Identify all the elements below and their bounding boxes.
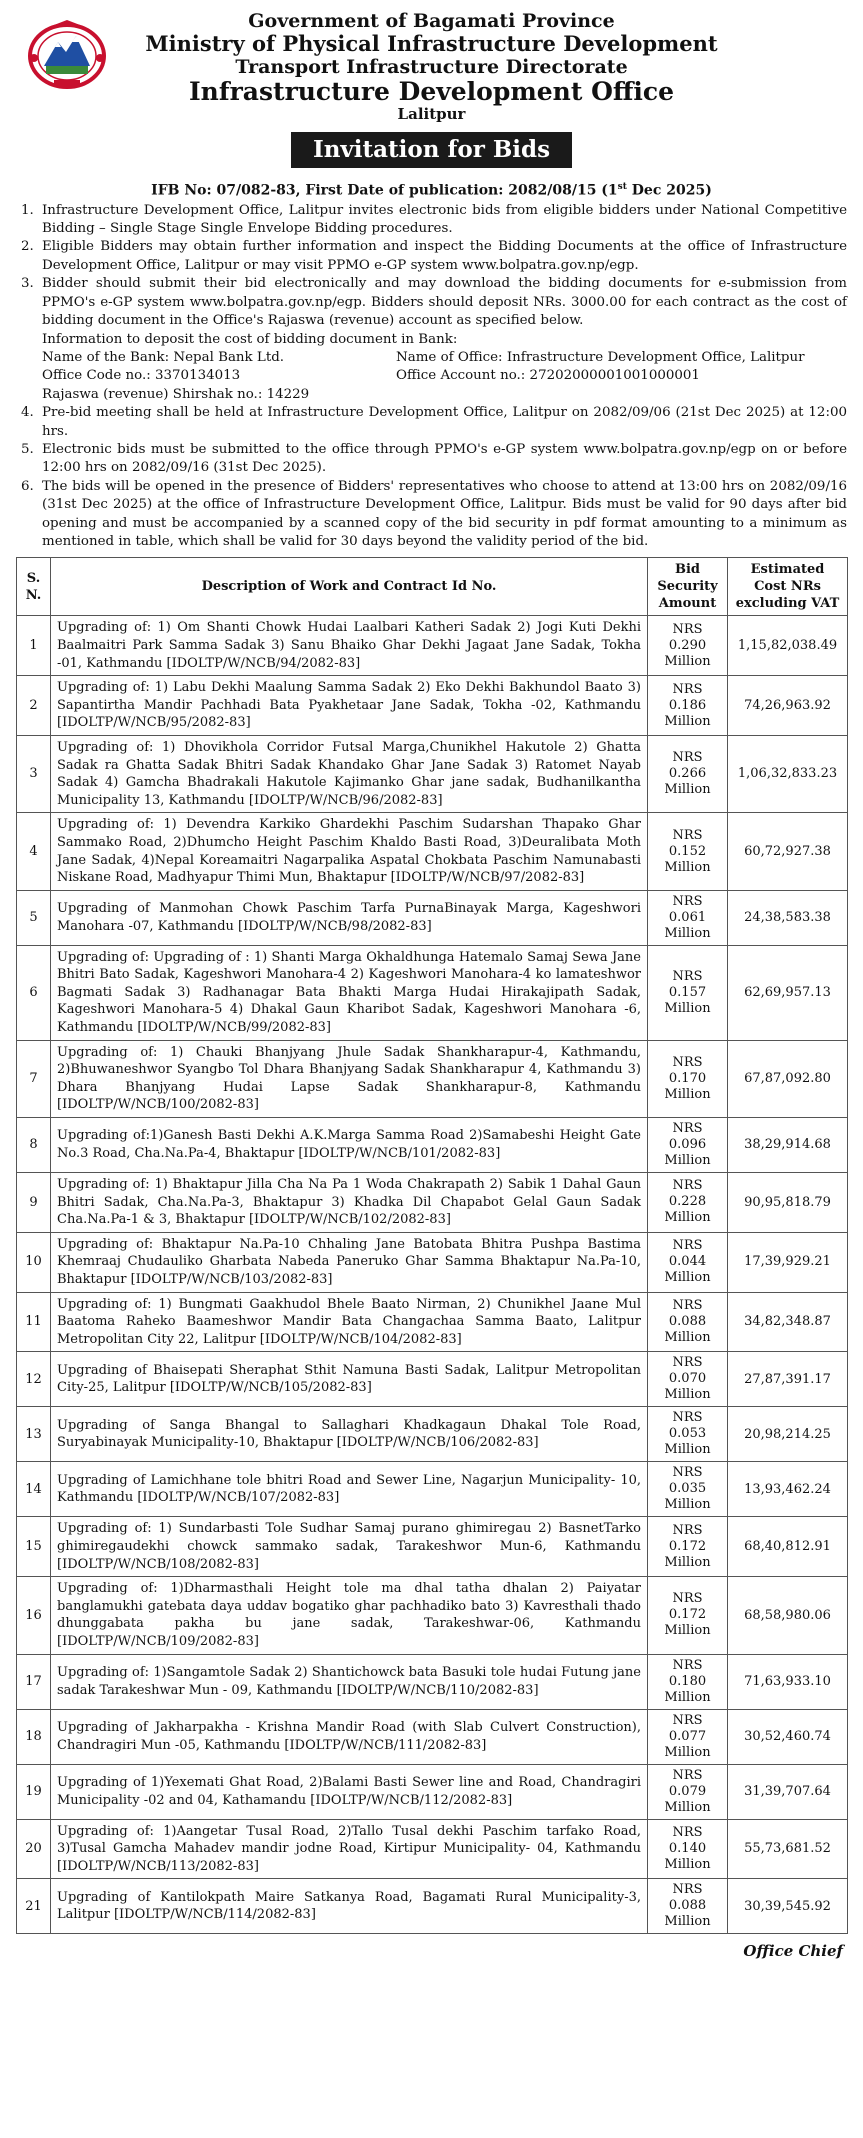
bid-instructions	[16, 202, 847, 552]
row-estimated-cost: 17,39,929.21	[728, 1232, 848, 1292]
row-description: Upgrading of 1)Yexemati Ghat Road, 2)Balami Basti Sewer line and Road, Chandragiri Municipality -02 and 04, Kathamandu [IDOLTP/W/NCB/112/2082-83]	[51, 1764, 648, 1819]
row-sn: 14	[17, 1462, 51, 1517]
table-row	[17, 1173, 848, 1233]
instruction-item: 2. Eligible Bidders may obtain further information and inspect the Bidding Documents at the office of Infrastructure Development Office, Lalitpur or may visit PPMO e-GP system www.bolpatra.gov.np/egp.	[38, 238, 847, 275]
row-estimated-cost: 31,39,707.64	[728, 1764, 848, 1819]
row-bid-security: NRS 0.079 Million	[648, 1764, 728, 1819]
office-location: Lalitpur	[397, 105, 466, 123]
row-bid-security: NRS 0.157 Million	[648, 945, 728, 1040]
row-estimated-cost: 1,06,32,833.23	[728, 735, 848, 812]
row-sn: 1	[17, 616, 51, 676]
row-description: Upgrading of Lamichhane tole bhitri Road and Sewer Line, Nagarjun Municipality- 10, Kathmandu [IDOLTP/W/NCB/107/2082-83]	[51, 1462, 648, 1517]
table-row	[17, 890, 848, 945]
row-sn: 4	[17, 813, 51, 890]
instruction-text: 3. Bidder should submit their bid electronically and may download the bidding documents for e-submission from PPMO's e-GP system www.bolpatra.gov.np/egp. Bidders should deposit NRs. 3000.00 for each contract as the cost of bidding document in the Office's Rajaswa (revenue) account as specified below.	[42, 276, 847, 329]
row-description: Upgrading of Kantilokpath Maire Satkanya Road, Bagamati Rural Municipality-3, Lalitpur [IDOLTP/W/NCB/114/2082-83]	[51, 1879, 648, 1934]
office-chief-signature: Office Chief	[743, 1942, 843, 1961]
row-estimated-cost: 13,93,462.24	[728, 1462, 848, 1517]
row-description: Upgrading of: 1) Labu Dekhi Maalung Samma Sadak 2) Eko Dekhi Bakhundol Baato 3) Sapantirtha Mandir Pachhadi Bata Pyakhetaar Jane Sadak, Tokha -02, Kathmandu [IDOLTP/W/NCB/95/2082-83]	[51, 676, 648, 736]
row-description: Upgrading of: 1) Sundarbasti Tole Sudhar Samaj purano ghimiregau 2) BasnetTarko ghimiregaudekhi chowck sammako sadak, Tarakeshwor Mun-6, Kathmandu [IDOLTP/W/NCB/108/2082-83]	[51, 1517, 648, 1577]
table-row	[17, 1654, 848, 1709]
table-header-row	[17, 558, 848, 616]
row-bid-security: NRS 0.172 Million	[648, 1517, 728, 1577]
row-estimated-cost: 71,63,933.10	[728, 1654, 848, 1709]
col-header-estimated-cost: Estimated Cost NRs excluding VAT	[728, 558, 848, 616]
ministry-title: Ministry of Physical Infrastructure Development	[145, 31, 718, 56]
office-name: Name of Office: Infrastructure Development Office, Lalitpur	[396, 349, 805, 365]
row-description: Upgrading of: 1) Om Shanti Chowk Hudai Laalbari Katheri Sadak 2) Jogi Kuti Dekhi Baalmaitri Park Samma Sadak 3) Sanu Bhaiko Ghar Dekhi Jagaat Jane Sadak, Tokha -01, Kathmandu [IDOLTP/W/NCB/94/2082-83]	[51, 616, 648, 676]
row-sn: 2	[17, 676, 51, 736]
row-estimated-cost: 34,82,348.87	[728, 1292, 848, 1352]
table-row	[17, 1040, 848, 1117]
ifb-number-line	[16, 178, 847, 200]
rajaswa-shirshak: Rajaswa (revenue) Shirshak no.: 14229	[42, 386, 310, 402]
notice-header	[16, 10, 847, 128]
table-row	[17, 813, 848, 890]
bid-table-body	[17, 616, 848, 1934]
instruction-item: 1. Infrastructure Development Office, Lalitpur invites electronic bids from eligible bidders under National Competitive Bidding – Single Stage Single Envelope Bidding procedures.	[38, 202, 847, 239]
table-row	[17, 1517, 848, 1577]
instruction-item	[38, 275, 847, 404]
row-estimated-cost: 68,40,812.91	[728, 1517, 848, 1577]
bank-name: Name of the Bank: Nepal Bank Ltd.	[42, 349, 285, 365]
bid-table	[16, 557, 848, 1934]
table-row	[17, 1764, 848, 1819]
row-estimated-cost: 55,73,681.52	[728, 1819, 848, 1879]
row-description: Upgrading of: 1) Bhaktapur Jilla Cha Na Pa 1 Woda Chakrapath 2) Sabik 1 Dahal Gaun Bhitri Sadak, Cha.Na.Pa-3, Bhaktapur 3) Khadka Dil Chapabot Gelal Gaun Sadak Cha.Na.Pa-1 & 3, Bhaktapur [IDOLTP/W/NCB/102/2082-83]	[51, 1173, 648, 1233]
row-estimated-cost: 74,26,963.92	[728, 676, 848, 736]
row-sn: 3	[17, 735, 51, 812]
row-sn: 11	[17, 1292, 51, 1352]
row-description: Upgrading of: Bhaktapur Na.Pa-10 Chhaling Jane Batobata Bhitra Pushpa Bastima Khemraaj Chudauliko Gharbata Nabeda Paneruko Ghar Samma Bhaktapur Na.Pa-10, Bhaktapur [IDOLTP/W/NCB/103/2082-83]	[51, 1232, 648, 1292]
row-sn: 9	[17, 1173, 51, 1233]
row-description: Upgrading of:1)Ganesh Basti Dekhi A.K.Marga Samma Road 2)Samabeshi Height Gate No.3 Road, Cha.Na.Pa-4, Bhaktapur [IDOLTP/W/NCB/101/2082-83]	[51, 1118, 648, 1173]
table-row	[17, 1118, 848, 1173]
col-header-sn: S. N.	[17, 558, 51, 616]
row-estimated-cost: 1,15,82,038.49	[728, 616, 848, 676]
row-description: Upgrading of: 1) Dhovikhola Corridor Futsal Marga,Chunikhel Hakutole 2) Ghatta Sadak ra Ghatta Sadak Bhitri Sadak Khandako Ghar Jane Sadak 3) Ratomet Nayab Sadak 4) Gamcha Bhadrakali Hakutole Kajimanko Ghar jane sadak, Budhanilkantha Municipality 13, Kathmandu [IDOLTP/W/NCB/96/2082-83]	[51, 735, 648, 812]
row-bid-security: NRS 0.044 Million	[648, 1232, 728, 1292]
row-bid-security: NRS 0.061 Million	[648, 890, 728, 945]
table-row	[17, 945, 848, 1040]
row-description: Upgrading of: 1) Bungmati Gaakhudol Bhele Baato Nirman, 2) Chunikhel Jaane Mul Baatoma Raheko Baameshwor Mandir Bata Changachaa Samma Baato, Lalitpur Metropolitan City 22, Lalitpur [IDOLTP/W/NCB/104/2082-83]	[51, 1292, 648, 1352]
table-row	[17, 735, 848, 812]
instruction-item: 5. Electronic bids must be submitted to the office through PPMO's e-GP system www.bolpatra.gov.np/egp on or before 12:00 hrs on 2082/09/16 (31st Dec 2025).	[38, 441, 847, 478]
instruction-item: 4. Pre-bid meeting shall be held at Infrastructure Development Office, Lalitpur on 2082/09/06 (21st Dec 2025) at 12:00 hrs.	[38, 404, 847, 441]
row-bid-security: NRS 0.053 Million	[648, 1407, 728, 1462]
row-description: Upgrading of Manmohan Chowk Paschim Tarfa PurnaBinayak Marga, Kageshwori Manohara -07, Kathmandu [IDOLTP/W/NCB/98/2082-83]	[51, 890, 648, 945]
row-description: Upgrading of Sanga Bhangal to Sallaghari Khadkagaun Dhakal Tole Road, Suryabinayak Municipality-10, Bhaktapur [IDOLTP/W/NCB/106/2082-83]	[51, 1407, 648, 1462]
office-account: Office Account no.: 27202000001001000001	[396, 368, 700, 384]
row-estimated-cost: 30,39,545.92	[728, 1879, 848, 1934]
row-sn: 6	[17, 945, 51, 1040]
row-estimated-cost: 38,29,914.68	[728, 1118, 848, 1173]
row-bid-security: NRS 0.088 Million	[648, 1879, 728, 1934]
row-bid-security: NRS 0.035 Million	[648, 1462, 728, 1517]
row-estimated-cost: 68,58,980.06	[728, 1577, 848, 1654]
row-bid-security: NRS 0.186 Million	[648, 676, 728, 736]
table-row	[17, 1819, 848, 1879]
row-bid-security: NRS 0.070 Million	[648, 1352, 728, 1407]
row-description: Upgrading of Bhaisepati Sheraphat Sthit Namuna Basti Sadak, Lalitpur Metropolitan City-25, Lalitpur [IDOLTP/W/NCB/105/2082-83]	[51, 1352, 648, 1407]
directorate-title: Transport Infrastructure Directorate	[235, 56, 628, 78]
row-sn: 12	[17, 1352, 51, 1407]
row-estimated-cost: 60,72,927.38	[728, 813, 848, 890]
table-row	[17, 1709, 848, 1764]
ifb-tail: Dec 2025)	[626, 182, 712, 199]
row-description: Upgrading of: 1)Dharmasthali Height tole ma dhal tatha dhalan 2) Paiyatar banglamukhi gatebata daya uddav bogatiko ghar pachhadiko bato 3) Kavresthali thado dhunggabata pakha bu jane sadak, Tarakeshwar-06, Kathmandu [IDOLTP/W/NCB/109/2082-83]	[51, 1577, 648, 1654]
col-header-bid-security: Bid Security Amount	[648, 558, 728, 616]
table-row	[17, 1232, 848, 1292]
row-sn: 17	[17, 1654, 51, 1709]
row-sn: 10	[17, 1232, 51, 1292]
row-bid-security: NRS 0.077 Million	[648, 1709, 728, 1764]
bank-intro: Information to deposit the cost of bidding document in Bank:	[42, 331, 458, 347]
table-row	[17, 1352, 848, 1407]
row-sn: 16	[17, 1577, 51, 1654]
row-bid-security: NRS 0.290 Million	[648, 616, 728, 676]
col-header-description: Description of Work and Contract Id No.	[51, 558, 648, 616]
office-title: Infrastructure Development Office	[188, 77, 675, 106]
row-estimated-cost: 90,95,818.79	[728, 1173, 848, 1233]
office-code: Office Code no.: 3370134013	[42, 368, 241, 384]
row-description: Upgrading of: 1) Devendra Karkiko Ghardekhi Paschim Sudarshan Thapako Ghar Sammako Road, 2)Dhumcho Height Paschim Khaldo Basti Road, 3)Deuralibata Moth Jane Sadak, 4)Nepal Koreamaitri Nagarpalika Aspatal Chokbata Paschim Namunabasti Niskane Road, Madhyapur Thimi Mun, Bhaktapur [IDOLTP/W/NCB/97/2082-83]	[51, 813, 648, 890]
row-description: Upgrading of: 1)Aangetar Tusal Road, 2)Tallo Tusal dekhi Paschim tarfako Road, 3)Tusal Gamcha Mahadev mandir jodne Road, Kirtipur Municipality- 04, Kathmandu [IDOLTP/W/NCB/113/2082-83]	[51, 1819, 648, 1879]
row-estimated-cost: 67,87,092.80	[728, 1040, 848, 1117]
ifb-text: IFB No: 07/082-83, First Date of publication: 2082/08/15 (1	[151, 182, 618, 199]
row-estimated-cost: 24,38,583.38	[728, 890, 848, 945]
table-row	[17, 1577, 848, 1654]
row-sn: 19	[17, 1764, 51, 1819]
row-description: Upgrading of: 1)Sangamtole Sadak 2) Shantichowck bata Basuki tole hudai Futung jane sadak Tarakeshwar Mun - 09, Kathmandu [IDOLTP/W/NCB/110/2082-83]	[51, 1654, 648, 1709]
table-row	[17, 1292, 848, 1352]
row-sn: 5	[17, 890, 51, 945]
table-row	[17, 676, 848, 736]
government-emblem-icon	[26, 18, 108, 90]
row-bid-security: NRS 0.180 Million	[648, 1654, 728, 1709]
row-sn: 13	[17, 1407, 51, 1462]
row-bid-security: NRS 0.172 Million	[648, 1577, 728, 1654]
table-row	[17, 1407, 848, 1462]
row-bid-security: NRS 0.228 Million	[648, 1173, 728, 1233]
row-estimated-cost: 30,52,460.74	[728, 1709, 848, 1764]
invitation-banner: Invitation for Bids	[291, 132, 572, 168]
row-sn: 8	[17, 1118, 51, 1173]
table-row	[17, 1879, 848, 1934]
table-row	[17, 1462, 848, 1517]
row-bid-security: NRS 0.140 Million	[648, 1819, 728, 1879]
table-row	[17, 616, 848, 676]
government-title: Government of Bagamati Province	[248, 10, 615, 32]
row-description: Upgrading of: Upgrading of : 1) Shanti Marga Okhaldhunga Hatemalo Samaj Sewa Jane Bhitri Bato Sadak, Kageshwori Manohara-4 2) Kageshwori Manohara-4 ko lamateshwor Bagmati Sadak 3) Radhanagar Bata Bhakti Marga Hudai Hirakajipath Sadak, Kageshwori Manohara-5 4) Dhakal Gaun Kharibot Sadak, Kageshwori Manohara -6, Kathmandu [IDOLTP/W/NCB/99/2082-83]	[51, 945, 648, 1040]
row-description: Upgrading of: 1) Chauki Bhanjyang Jhule Sadak Shankharapur-4, Kathmandu, 2)Bhuwaneshwor Syangbo Tol Dhara Bhanjyang Sadak Shankharapur 4, Kathmandu 3) Dhara Bhanjyang Hudai Lapse Sadak Shankharapur-8, Kathmandu [IDOLTP/W/NCB/100/2082-83]	[51, 1040, 648, 1117]
row-sn: 20	[17, 1819, 51, 1879]
row-sn: 21	[17, 1879, 51, 1934]
instruction-item: 6. The bids will be opened in the presence of Bidders' representatives who choose to attend at 13:00 hrs on 2082/09/16 (31st Dec 2025) at the office of Infrastructure Development Office, Lalitpur. Bids must be valid for 90 days after bid opening and must be accompanied by a scanned copy of the bid security in pdf format amounting to a minimum as mentioned in table, which shall be valid for 30 days beyond the validity period of the bid.	[38, 478, 847, 552]
bank-details	[42, 349, 847, 386]
row-bid-security: NRS 0.088 Million	[648, 1292, 728, 1352]
row-bid-security: NRS 0.170 Million	[648, 1040, 728, 1117]
row-bid-security: NRS 0.096 Million	[648, 1118, 728, 1173]
ifb-sup: st	[617, 182, 627, 192]
row-sn: 7	[17, 1040, 51, 1117]
row-description: Upgrading of Jakharpakha - Krishna Mandir Road (with Slab Culvert Construction), Chandragiri Mun -05, Kathmandu [IDOLTP/W/NCB/111/2082-83]	[51, 1709, 648, 1764]
row-estimated-cost: 62,69,957.13	[728, 945, 848, 1040]
row-bid-security: NRS 0.152 Million	[648, 813, 728, 890]
row-bid-security: NRS 0.266 Million	[648, 735, 728, 812]
row-sn: 15	[17, 1517, 51, 1577]
row-estimated-cost: 27,87,391.17	[728, 1352, 848, 1407]
row-sn: 18	[17, 1709, 51, 1764]
row-estimated-cost: 20,98,214.25	[728, 1407, 848, 1462]
